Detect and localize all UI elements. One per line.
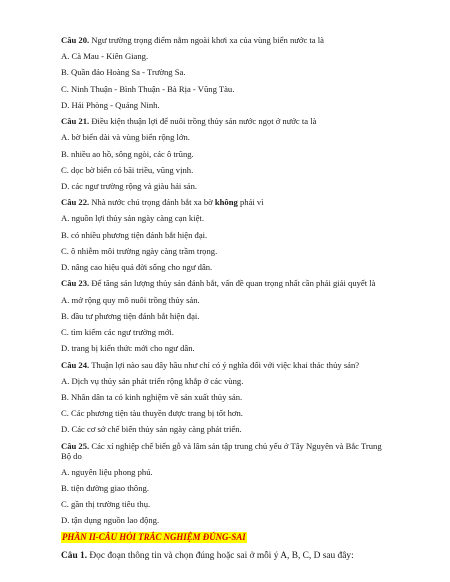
- answer-option: A. bờ biển dài và vùng biển rộng lớn.: [61, 132, 190, 143]
- answer-option: B. nhiều ao hồ, sông ngòi, các ô trũng.: [61, 148, 194, 159]
- answer-option: D. Hải Phòng - Quảng Ninh.: [61, 99, 160, 110]
- question-stem: [61, 35, 391, 45]
- answer-option: A. nguyên liệu phong phú.: [61, 466, 153, 477]
- question-number: Câu 1.: [61, 551, 88, 562]
- answer-option: B. Nhân dân ta có kinh nghiệm về sản xuất thủy sản.: [61, 391, 243, 402]
- answer-option: D. tận dụng nguồn lao động.: [61, 515, 160, 526]
- question-number: Câu 24.: [61, 359, 90, 370]
- question-stem: [61, 116, 391, 126]
- emphasis-word: không: [214, 197, 238, 208]
- question-text: Nhà nước chú trọng đánh bắt xa bờ: [91, 197, 213, 208]
- answer-option: B. Quần đảo Hoàng Sa - Trường Sa.: [61, 67, 186, 78]
- section-heading: PHẦN II-CÂU HỎI TRẮC NGHIỆM ĐÚNG-SAI: [62, 532, 246, 543]
- answer-option: C. dọc bờ biển có bãi triều, vũng vịnh.: [61, 164, 194, 175]
- answer-option: B. có nhiều phương tiện đánh bắt hiện đại.: [61, 229, 208, 240]
- question-stem: [61, 278, 391, 288]
- question-stem: [61, 441, 391, 461]
- question-stem: [61, 360, 391, 370]
- question-text: Để tăng sản lượng thủy sản đánh bắt, vấn đề quan trọng nhất cần phải giải quyết là: [91, 278, 376, 289]
- document-page: [61, 35, 391, 562]
- question-text: Các xí nghiệp chế biến gỗ và lâm sản tập trung chủ yếu ở Tây Nguyên và Bắc Trung Bộ do: [61, 440, 382, 461]
- question-number: Câu 21.: [61, 116, 90, 127]
- answer-option: D. Các cơ sở chế biến thủy sản ngày càng phát triển.: [61, 424, 242, 435]
- answer-option: A. Dịch vụ thủy sản phát triển rộng khắp ở các vùng.: [61, 375, 244, 386]
- answer-option: C. gần thị trường tiêu thụ.: [61, 499, 151, 510]
- question-number: Câu 25.: [61, 440, 90, 451]
- answer-option: B. đầu tư phương tiện đánh bắt hiện đại.: [61, 310, 200, 321]
- question-text: Điều kiện thuận lợi để nuôi trồng thủy sản nước ngọt ở nước ta là: [91, 116, 317, 127]
- question-text-tail: phải vì: [239, 197, 264, 208]
- question-text: Đọc đoạn thông tin và chọn đúng hoặc sai ở mỗi ý A, B, C, D sau đây:: [89, 551, 354, 562]
- answer-option: A. nguồn lợi thủy sản ngày càng cạn kiệt.: [61, 213, 204, 224]
- answer-option: C. tìm kiếm các ngư trường mới.: [61, 326, 174, 337]
- answer-option: C. Các phương tiện tàu thuyền được trang bị tốt hơn.: [61, 408, 243, 419]
- answer-option: A. Cà Mau - Kiên Giang.: [61, 51, 149, 62]
- question-number: Câu 22.: [61, 197, 90, 208]
- question-text: Thuận lợi nào sau đây hầu như chỉ có ý nghĩa đối với việc khai thác thủy sản?: [91, 359, 360, 370]
- answer-option: C. ô nhiễm môi trường ngày càng trầm trọng.: [61, 245, 218, 256]
- question-stem: [61, 197, 391, 207]
- answer-option: D. nâng cao hiệu quả đời sống cho ngư dân.: [61, 262, 213, 273]
- answer-option: C. Ninh Thuận - Bình Thuận - Bà Rịa - Vũng Tàu.: [61, 83, 235, 94]
- answer-option: D. trang bị kiến thức mới cho ngư dân.: [61, 343, 195, 354]
- answer-option: B. tiện đường giao thông.: [61, 483, 149, 494]
- answer-option: A. mở rộng quy mô nuôi trồng thủy sản.: [61, 294, 200, 305]
- question-text: Ngư trường trọng điểm nằm ngoài khơi xa của vùng biển nước ta là: [91, 35, 324, 45]
- question-number: Câu 23.: [61, 278, 90, 289]
- question-stem: [61, 551, 391, 562]
- question-number: Câu 20.: [61, 35, 90, 45]
- answer-option: D. các ngư trường rộng và giàu hải sản.: [61, 180, 198, 191]
